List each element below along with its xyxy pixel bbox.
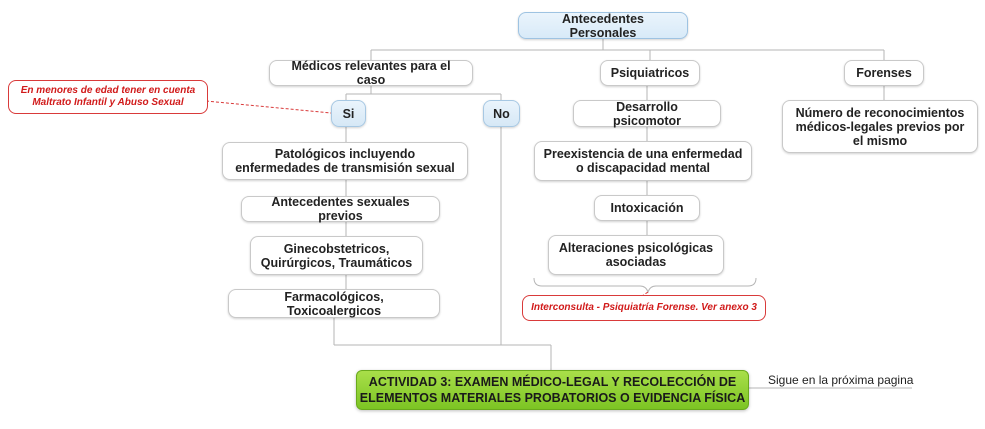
- psiquiatria-callout-text: Interconsulta - Psiquiatría Forense. Ver anexo 3: [531, 302, 757, 313]
- branch-medicos-label: Médicos relevantes para el caso: [291, 59, 451, 87]
- forenses-item-reconocimientos-label: Número de reconocimientos médicos-legales previos por el mismo: [795, 105, 965, 148]
- no-label: No: [493, 106, 510, 121]
- psiq-item-desarrollo-label: Desarrollo psicomotor: [612, 99, 682, 128]
- medicos-item-farmacologicos[interactable]: [228, 289, 440, 318]
- medicos-item-farmacologicos-label: Farmacológicos, Toxicoalergicos: [284, 289, 384, 318]
- minors-callout-text: En menores de edad tener en cuenta Maltrato Infantil y Abuso Sexual: [20, 85, 196, 108]
- forenses-item-reconocimientos[interactable]: [782, 100, 978, 153]
- si-node[interactable]: [331, 100, 366, 127]
- branch-psiquiatricos-label: Psiquiatricos: [610, 66, 690, 80]
- psiq-item-desarrollo[interactable]: [573, 100, 721, 127]
- psiquiatria-callout[interactable]: [522, 295, 766, 321]
- branch-medicos[interactable]: [269, 60, 473, 86]
- branch-forenses-label: Forenses: [856, 66, 912, 80]
- psiq-item-intoxicacion-label: Intoxicación: [610, 201, 684, 215]
- branch-psiquiatricos[interactable]: [600, 60, 700, 86]
- minors-callout[interactable]: [8, 80, 208, 114]
- branch-forenses[interactable]: [844, 60, 924, 86]
- medicos-item-sexuales[interactable]: [241, 196, 440, 222]
- activity-3-node[interactable]: [356, 370, 749, 410]
- activity-3-label: ACTIVIDAD 3: EXAMEN MÉDICO-LEGAL Y RECOLECCIÓN DE ELEMENTOS MATERIALES PROBATORIOS O EVIDENCIA FÍSICA: [359, 375, 746, 405]
- next-page-note: [768, 373, 913, 387]
- si-label: Si: [342, 106, 355, 121]
- medicos-item-patologicos-label: Patológicos incluyendo enfermedades de transmisión sexual: [235, 147, 455, 175]
- psiq-item-preexistencia[interactable]: [534, 141, 752, 181]
- psiq-item-intoxicacion[interactable]: [594, 195, 700, 221]
- psiq-item-alteraciones-label: Alteraciones psicológicas asociadas: [558, 241, 714, 269]
- root-label: Antecedentes Personales: [562, 11, 644, 40]
- medicos-item-patologicos[interactable]: [222, 142, 468, 180]
- medicos-item-sexuales-label: Antecedentes sexuales previos: [271, 195, 410, 223]
- psiq-item-alteraciones[interactable]: [548, 235, 724, 275]
- no-node[interactable]: [483, 100, 520, 127]
- psiq-item-preexistencia-label: Preexistencia de una enfermedad o discapacidad mental: [543, 147, 743, 175]
- next-page-note-text: Sigue en la próxima pagina: [768, 373, 914, 387]
- medicos-item-ginecobstetricos-label: Ginecobstetricos, Quirúrgicos, Traumáticos: [260, 241, 413, 270]
- root-node[interactable]: [518, 12, 688, 39]
- medicos-item-ginecobstetricos[interactable]: [250, 236, 423, 275]
